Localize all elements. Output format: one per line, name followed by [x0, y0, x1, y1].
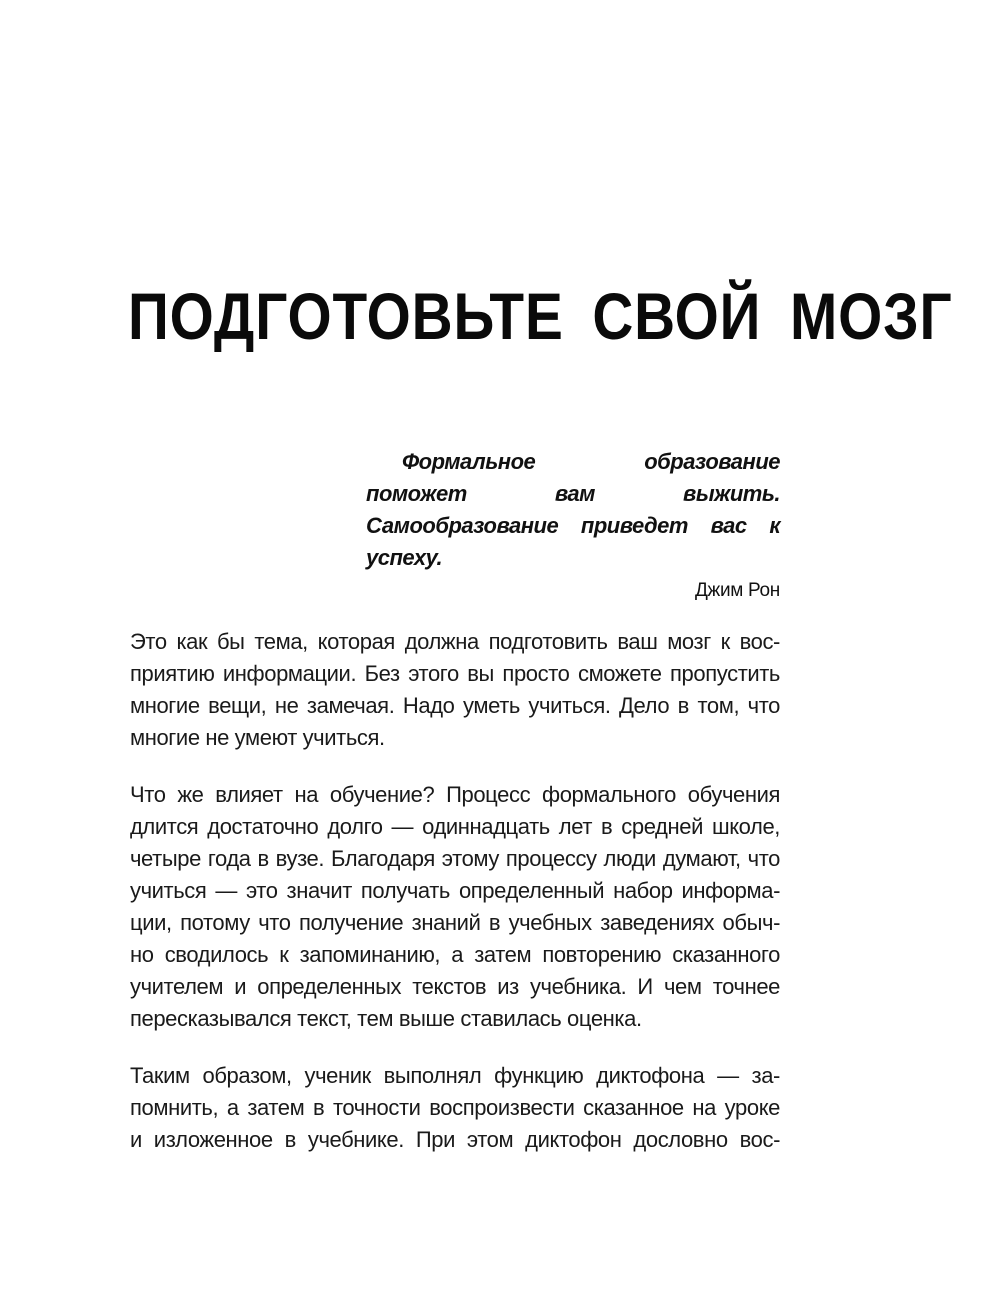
paragraph-1 — [130, 626, 780, 754]
text-line: но сводилось к запоминанию, а затем повторению сказанного — [130, 942, 780, 967]
text-line: Таким образом, ученик выполнял функцию диктофона — за- — [130, 1063, 780, 1088]
text-line: многие не умеют учиться. — [130, 725, 385, 750]
text-line: пересказывался текст, тем выше ставилась оценка. — [130, 1006, 642, 1031]
text-line: Что же влияет на обучение? Процесс формального обучения — [130, 782, 780, 807]
chapter-title: ПОДГОТОВЬТЕ СВОЙ МОЗГ — [128, 279, 953, 353]
text-line: многие вещи, не замечая. Надо уметь учиться. Дело в том, что — [130, 693, 780, 718]
text-line: длится достаточно долго — одиннадцать лет в средней школе, — [130, 814, 780, 839]
text-line: учителем и определенных текстов из учебника. И чем точнее — [130, 974, 780, 999]
text-line: помнить, а затем в точности воспроизвести сказанное на уроке — [130, 1095, 780, 1120]
epigraph — [366, 446, 780, 604]
epigraph-author: Джим Рон — [694, 580, 780, 601]
text-line: и изложенное в учебнике. При этом диктофон дословно вос- — [130, 1127, 780, 1152]
text-line: ции, потому что получение знаний в учебных заведениях обыч- — [130, 910, 780, 935]
text-line: приятию информации. Без этого вы просто сможете пропустить — [130, 661, 780, 686]
text-line: учиться — это значит получать определенный набор информа- — [130, 878, 780, 903]
body-text — [130, 626, 780, 1181]
text-line: Это как бы тема, которая должна подготовить ваш мозг к вос- — [130, 629, 780, 654]
paragraph-2 — [130, 779, 780, 1035]
paragraph-3 — [130, 1060, 780, 1156]
text-line: четыре года в вузе. Благодаря этому процессу люди думают, что — [130, 846, 780, 871]
epigraph-quote: Формальное образование поможет вам выжить. Самообразование приведет вас к успеху. — [366, 449, 780, 570]
